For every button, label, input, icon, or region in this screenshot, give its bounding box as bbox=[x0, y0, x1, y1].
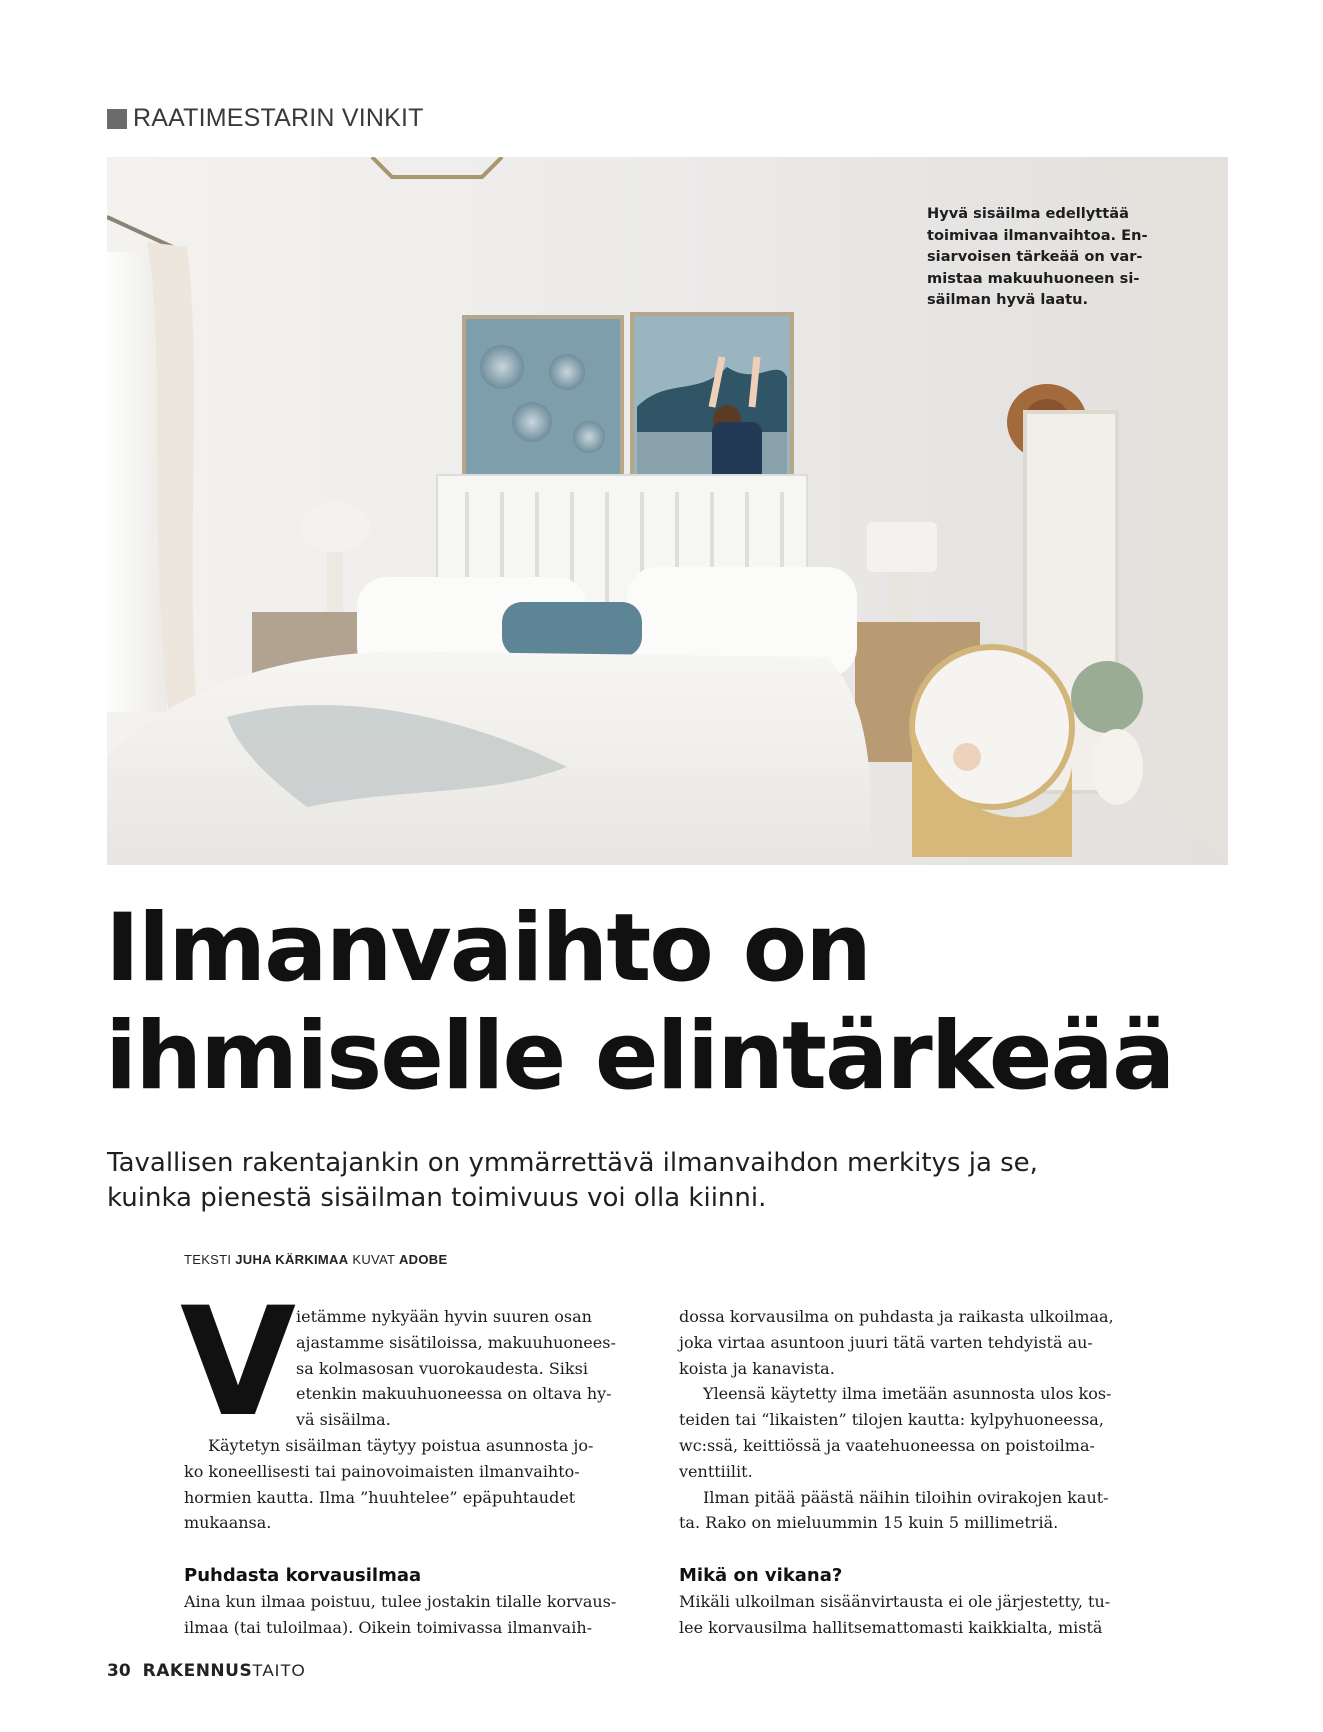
byline-photo-credit: ADOBE bbox=[398, 1252, 448, 1267]
body-line: etenkin makuuhuoneessa on oltava hy- bbox=[296, 1384, 612, 1404]
lede bbox=[107, 1146, 1038, 1216]
body-line: mukaansa. bbox=[184, 1513, 272, 1533]
subheading: Mikä on vikana? bbox=[679, 1565, 843, 1587]
blue-pillow bbox=[502, 602, 642, 657]
headline bbox=[105, 895, 1173, 1111]
magazine-name-bold: RAKENNUS bbox=[142, 1661, 253, 1681]
body-line: Käytetyn sisäilman täytyy poistua asunnosta jo- bbox=[208, 1435, 594, 1455]
article-column-left bbox=[180, 1276, 644, 1641]
body-line: Ilman pitää päästä näihin tiloihin ovirakojen kaut- bbox=[703, 1487, 1109, 1507]
left-lamp bbox=[300, 502, 370, 552]
page-footer bbox=[107, 1661, 306, 1681]
byline-text-label: TEKSTI bbox=[184, 1252, 232, 1267]
section-label-text: RAATIMESTARIN VINKIT bbox=[133, 104, 424, 132]
body-line: ajastamme sisätiloissa, makuuhuonees- bbox=[296, 1332, 616, 1352]
dandelion-painting bbox=[464, 317, 622, 485]
magazine-name-light: TAITO bbox=[252, 1661, 306, 1680]
caption-line: Hyvä sisäilma edellyttää bbox=[927, 205, 1129, 222]
body-line: teiden tai “likaisten” tilojen kautta: kylpyhuoneessa, bbox=[679, 1410, 1104, 1430]
caption-line: siarvoisen tärkeää on var- bbox=[927, 248, 1143, 265]
section-label bbox=[107, 104, 424, 133]
page-number: 30 bbox=[107, 1661, 131, 1681]
body-line: ietämme nykyään hyvin suuren osan bbox=[296, 1307, 592, 1326]
body-line: dossa korvausilma on puhdasta ja raikasta ulkoilmaa, bbox=[679, 1307, 1114, 1326]
headline-line-1: Ilmanvaihto on bbox=[105, 894, 871, 1003]
caption-line: toimivaa ilmanvaihtoa. En- bbox=[927, 226, 1148, 244]
subheading: Puhdasta korvausilmaa bbox=[184, 1565, 422, 1587]
caption-line: mistaa makuuhuoneen si- bbox=[927, 269, 1140, 287]
section-marker-icon bbox=[107, 109, 127, 129]
body-line: ilmaa (tai tuloilmaa). Oikein toimivassa ilmanvaih- bbox=[184, 1617, 593, 1637]
body-line: vä sisäilma. bbox=[296, 1410, 391, 1430]
body-line: sa kolmasosan vuorokaudesta. Siksi bbox=[296, 1358, 588, 1378]
byline-author: JUHA KÄRKIMAA bbox=[235, 1252, 349, 1267]
article-column-right bbox=[679, 1304, 1139, 1641]
lede-line-2: kuinka pienestä sisäilman toimivuus voi olla kiinni. bbox=[107, 1183, 767, 1213]
right-lamp bbox=[867, 522, 937, 572]
body-line: Mikäli ulkoilman sisäänvirtausta ei ole järjestetty, tu- bbox=[679, 1592, 1111, 1612]
body-line: ko koneellisesti tai painovoimaisten ilmanvaihto- bbox=[184, 1461, 580, 1481]
body-line: joka virtaa asuntoon juuri tätä varten tehdyistä au- bbox=[679, 1332, 1093, 1352]
hero-photo bbox=[107, 157, 1228, 865]
byline bbox=[184, 1252, 447, 1267]
plant bbox=[1071, 661, 1143, 733]
body-line: koista ja kanavista. bbox=[679, 1358, 835, 1378]
caption-line: säilman hyvä laatu. bbox=[927, 291, 1089, 308]
body-line: hormien kautta. Ilma ”huuhtelee” epäpuhtaudet bbox=[184, 1487, 576, 1507]
body-line: Yleensä käytetty ilma imetään asunnosta ulos kos- bbox=[703, 1384, 1112, 1404]
byline-photo-label: KUVAT bbox=[352, 1252, 396, 1267]
body-line: ta. Rako on mieluummin 15 kuin 5 millimetriä. bbox=[679, 1513, 1059, 1533]
body-line: wc:ssä, keittiössä ja vaatehuoneessa on poistoilma- bbox=[679, 1435, 1095, 1455]
photo-caption bbox=[927, 203, 1167, 311]
headline-line-2: ihmiselle elintärkeää bbox=[105, 1002, 1174, 1111]
drop-cap: V bbox=[180, 1276, 297, 1450]
body-line: Aina kun ilmaa poistuu, tulee jostakin tilalle korvaus- bbox=[184, 1592, 617, 1612]
body-line: lee korvausilma hallitsemattomasti kaikkialta, mistä bbox=[679, 1617, 1103, 1637]
body-line: venttiilit. bbox=[679, 1461, 753, 1481]
lede-line-1: Tavallisen rakentajankin on ymmärrettävä ilmanvaihdon merkitys ja se, bbox=[107, 1148, 1038, 1178]
